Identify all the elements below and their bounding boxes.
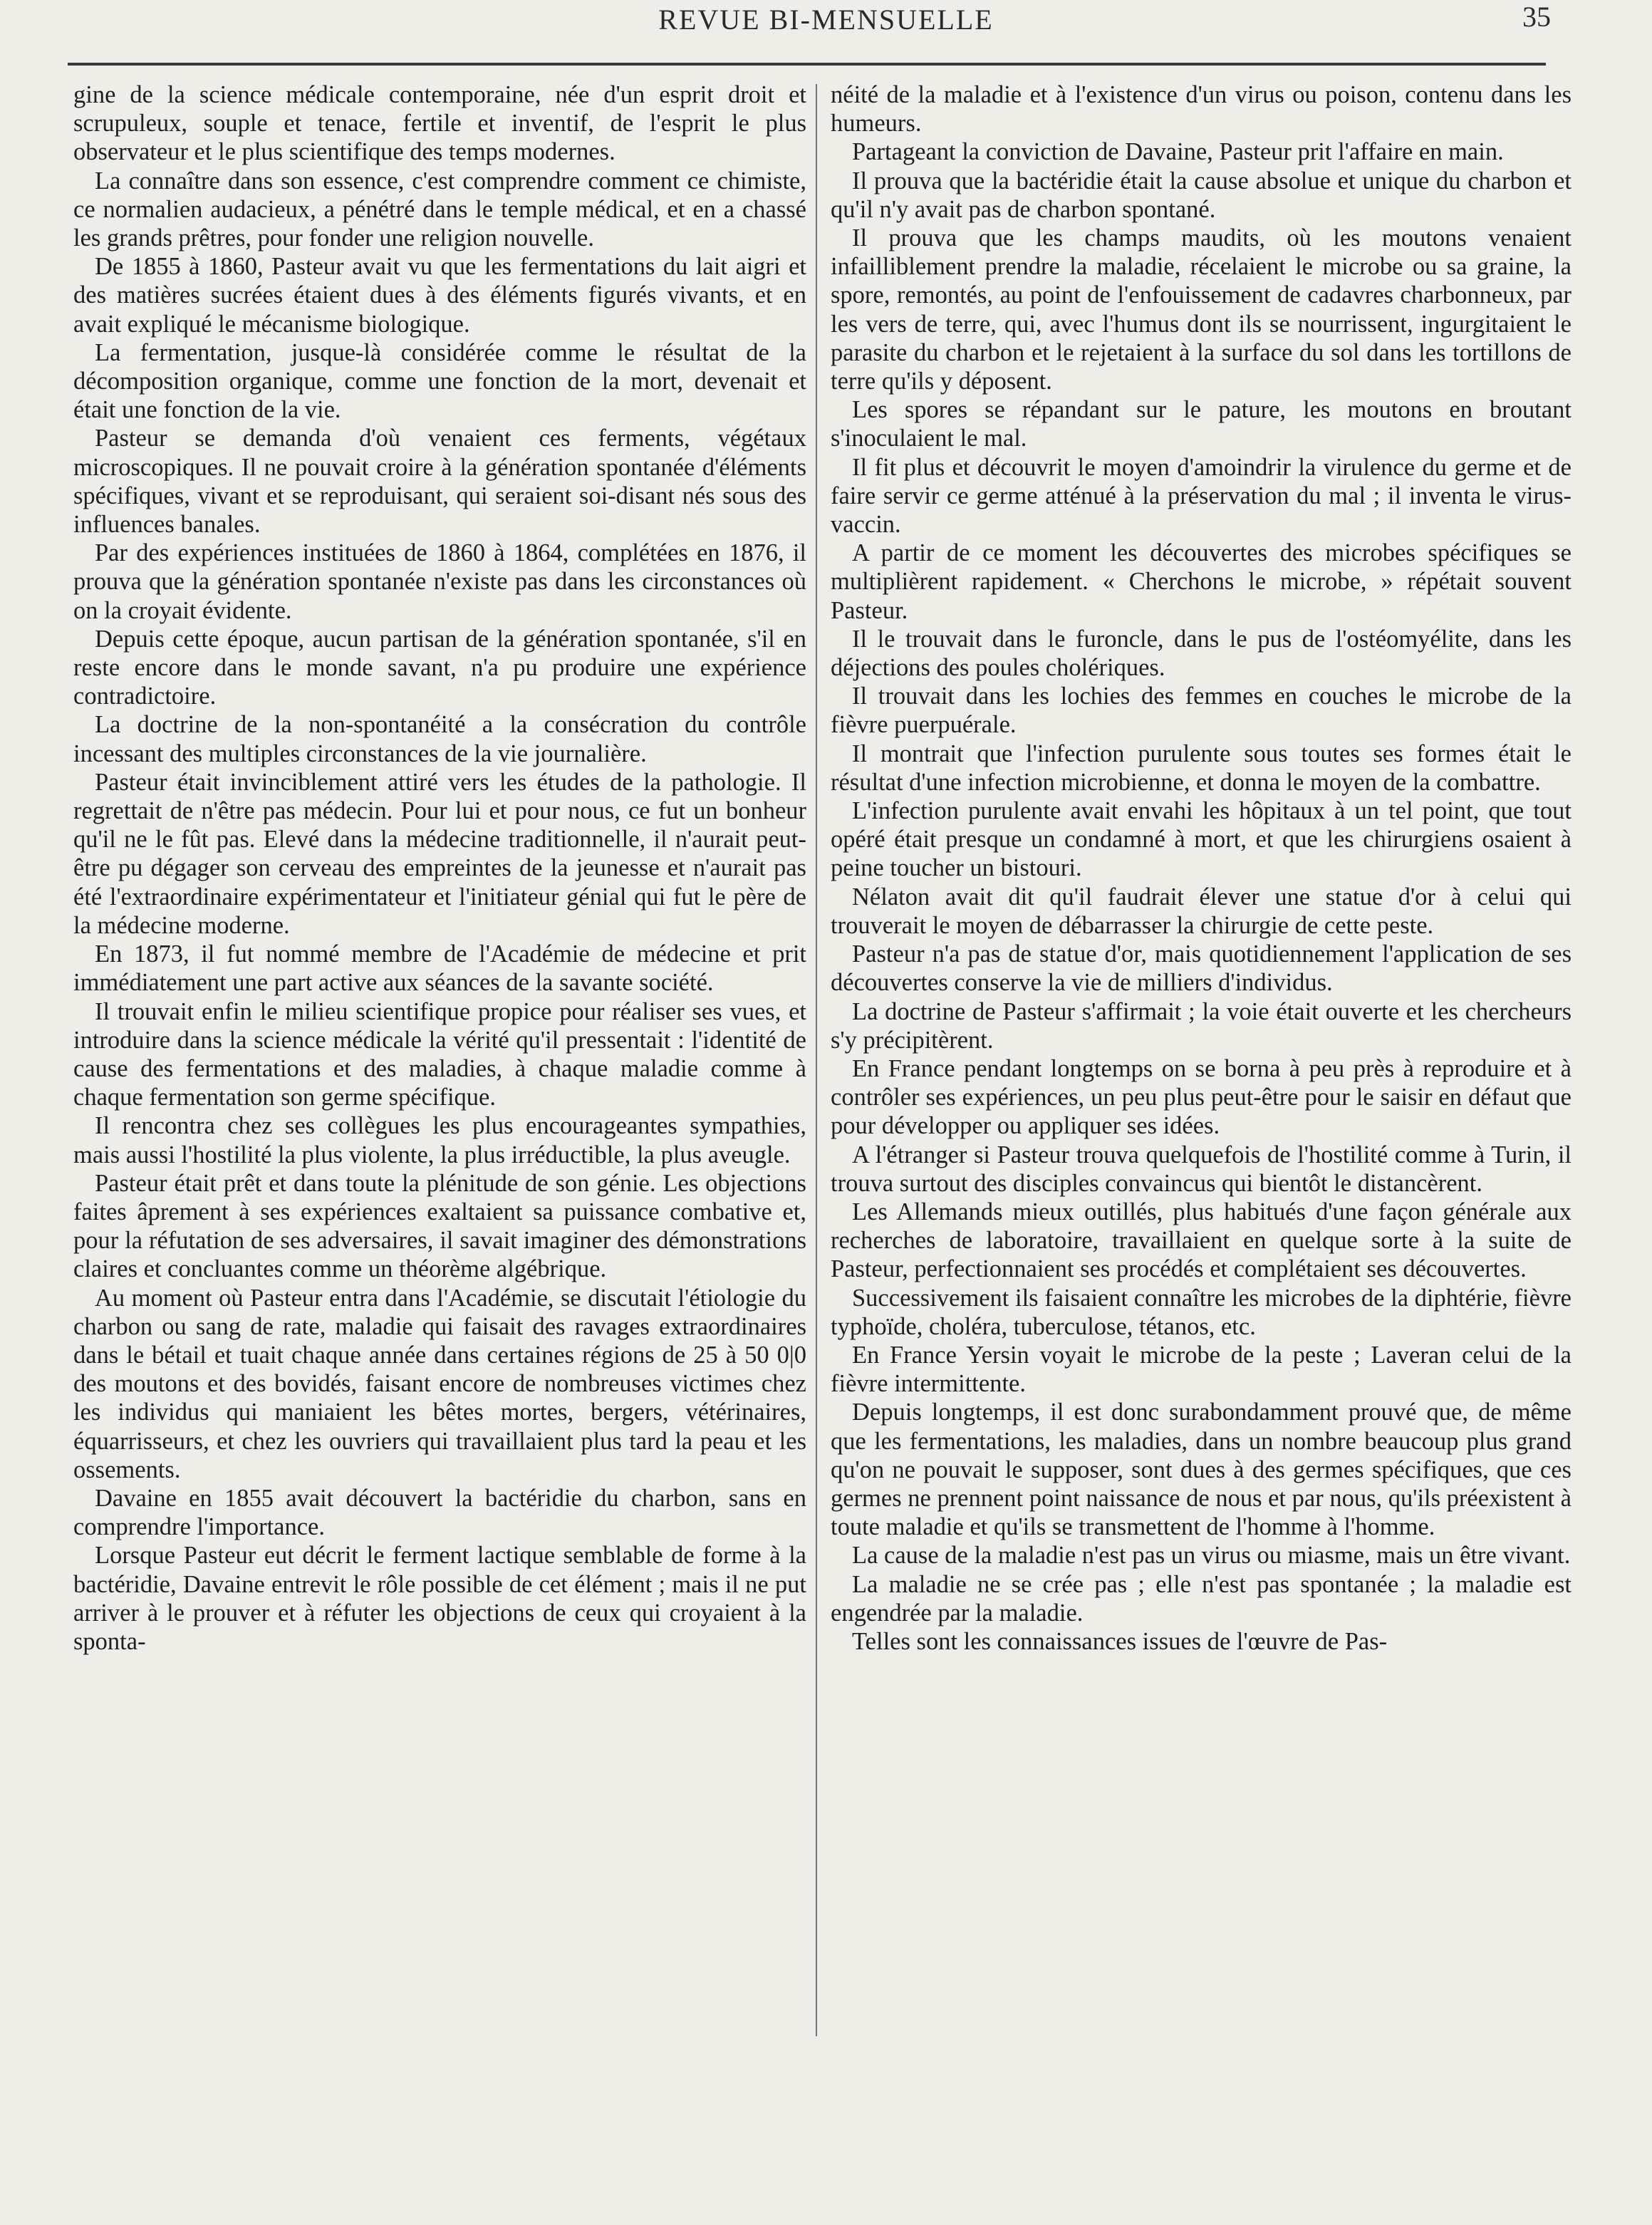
running-head: REVUE BI-MENSUELLE bbox=[658, 4, 994, 36]
paragraph: Lorsque Pasteur eut décrit le ferment lactique semblable de forme à la bactéridie, Davaine entrevit le rôle possible de cet élément ; mais il ne put arriver à le prouver et à réfuter les objections de ceux qui croyaient à la sponta- bbox=[73, 1542, 806, 1655]
paragraph: Les Allemands mieux outillés, plus habitués d'une façon générale aux recherches de laboratoire, travaillaient en quelque sorte à la suite de Pasteur, perfectionnaient ses procédés et complétaient ses découvertes. bbox=[831, 1198, 1572, 1283]
paragraph: Il rencontra chez ses collègues les plus encourageantes sympathies, mais aussi l'hostilité la plus violente, la plus irréductible, la plus aveugle. bbox=[73, 1112, 806, 1168]
paragraph: Par des expériences instituées de 1860 à 1864, complétées en 1876, il prouva que la génération spontanée n'existe pas dans les circonstances où on la croyait évidente. bbox=[73, 539, 806, 624]
paragraph: La connaître dans son essence, c'est comprendre comment ce chimiste, ce normalien audacieux, a pénétré dans le temple médical, et en a chassé les grands prêtres, pour fonder une religion nouvelle. bbox=[73, 167, 806, 252]
left-column bbox=[73, 81, 806, 1656]
page-number: 35 bbox=[1522, 1, 1551, 33]
paragraph: La fermentation, jusque-là considérée comme le résultat de la décomposition organique, comme une fonction de la mort, devenait et était une fonction de la vie. bbox=[73, 338, 806, 424]
paragraph: En France pendant longtemps on se borna à peu près à reproduire et à contrôler ses expériences, un peu plus peut-être pour le saisir en défaut que pour développer ou appliquer ses idées. bbox=[831, 1054, 1572, 1140]
paragraph: En France Yersin voyait le microbe de la peste ; Laveran celui de la fièvre intermittente. bbox=[831, 1341, 1572, 1398]
right-column bbox=[831, 81, 1572, 1656]
paragraph: La cause de la maladie n'est pas un virus ou miasme, mais un être vivant. bbox=[852, 1542, 1571, 1570]
paragraph: La maladie ne se crée pas ; elle n'est pas spontanée ; la maladie est engendrée par la maladie. bbox=[831, 1570, 1572, 1627]
paragraph: Il le trouvait dans le furoncle, dans le pus de l'ostéomyélite, dans les déjections des poules cholériques. bbox=[831, 625, 1572, 682]
paragraph: gine de la science médicale contemporaine, née d'un esprit droit et scrupuleux, souple et tenace, fertile et inventif, de l'esprit le plus observateur et le plus scientifique des temps modernes. bbox=[73, 81, 806, 166]
paragraph: Successivement ils faisaient connaître les microbes de la diphtérie, fièvre typhoïde, choléra, tuberculose, tétanos, etc. bbox=[831, 1284, 1572, 1340]
paragraph: Il trouvait dans les lochies des femmes en couches le microbe de la fièvre puerpuérale. bbox=[831, 683, 1572, 739]
paragraph: Pasteur n'a pas de statue d'or, mais quotidiennement l'application de ses découvertes conserve la vie de milliers d'individus. bbox=[831, 940, 1572, 997]
paragraph: Partageant la conviction de Davaine, Pasteur prit l'affaire en main. bbox=[852, 138, 1504, 166]
paragraph: Il fit plus et découvrit le moyen d'amoindrir la virulence du germe et de faire servir ce germe atténué à la préservation du mal ; il inventa le virus-vaccin. bbox=[831, 453, 1572, 539]
paragraph: En 1873, il fut nommé membre de l'Académie de médecine et prit immédiatement une part active aux séances de la savante société. bbox=[73, 940, 806, 997]
paragraph: Au moment où Pasteur entra dans l'Académie, se discutait l'étiologie du charbon ou sang de rate, maladie qui faisait des ravages extraordinaires dans le bétail et tuait chaque année dans certaines régions de 25 à 50 0|0 des moutons et des bovidés, faisant encore de nombreuses victimes chez les individus qui maniaient les bêtes mortes, bergers, vétérinaires, équarrisseurs, et chez les ouvriers qui travaillaient plus tard la peau et les ossements. bbox=[73, 1284, 806, 1483]
paragraph: Telles sont les connaissances issues de l'œuvre de Pas- bbox=[852, 1627, 1388, 1655]
paragraph: Pasteur se demanda d'où venaient ces ferments, végétaux microscopiques. Il ne pouvait croire à la génération spontanée d'éléments spécifiques, vivant et se reproduisant, qui seraient soi-disant nés sous des influences banales. bbox=[73, 425, 806, 539]
paragraph: Pasteur était prêt et dans toute la plénitude de son génie. Les objections faites âprement à ses expériences exaltaient sa puissance combative et, pour la réfutation de ses adversaires, il savait imaginer des démonstrations claires et concluantes comme un théorème algébrique. bbox=[73, 1169, 806, 1283]
paragraph: néité de la maladie et à l'existence d'un virus ou poison, contenu dans les humeurs. bbox=[831, 81, 1572, 138]
paragraph: A partir de ce moment les découvertes des microbes spécifiques se multiplièrent rapidement. « Cherchons le microbe, » répétait souvent Pasteur. bbox=[831, 539, 1572, 624]
header-rule bbox=[68, 63, 1546, 66]
paragraph: A l'étranger si Pasteur trouva quelquefois de l'hostilité comme à Turin, il trouva surtout des disciples convaincus qui bientôt le distancèrent. bbox=[831, 1141, 1572, 1197]
paragraph: De 1855 à 1860, Pasteur avait vu que les fermentations du lait aigri et des matières sucrées étaient dues à des éléments figurés vivants, et en avait expliqué le mécanisme biologique. bbox=[73, 253, 806, 338]
column-divider bbox=[816, 84, 817, 2036]
paragraph: Pasteur était invinciblement attiré vers les études de la pathologie. Il regrettait de n'être pas médecin. Pour lui et pour nous, ce fut un bonheur qu'il ne le fût pas. Elevé dans la médecine traditionnelle, il n'aurait peut-être pu dégager son cerveau des empreintes de la jeunesse et n'aurait pas été l'extraordinaire expérimentateur et l'initiateur génial qui fut le père de la médecine moderne. bbox=[73, 768, 806, 939]
paragraph: Il montrait que l'infection purulente sous toutes ses formes était le résultat d'une infection microbienne, et donna le moyen de la combattre. bbox=[831, 740, 1572, 796]
paragraph: Il prouva que la bactéridie était la cause absolue et unique du charbon et qu'il n'y avait pas de charbon spontané. bbox=[831, 167, 1572, 223]
paragraph: L'infection purulente avait envahi les hôpitaux à un tel point, que tout opéré était presque un condamné à mort, et que les chirurgiens osaient à peine toucher un bistouri. bbox=[831, 797, 1572, 882]
paragraph: Il prouva que les champs maudits, où les moutons venaient infailliblement prendre la maladie, récelaient le microbe ou sa graine, la spore, remontés, au point de l'enfouissement de cadavres charbonneux, par les vers de terre, qui, avec l'humus dont ils se nourrissent, ingurgitaient le parasite du charbon et le rejetaient à la surface du sol dans les tortillons de terre qu'ils y déposent. bbox=[831, 224, 1572, 395]
paragraph: Les spores se répandant sur le pature, les moutons en broutant s'inoculaient le mal. bbox=[831, 396, 1572, 452]
paragraph: Il trouvait enfin le milieu scientifique propice pour réaliser ses vues, et introduire dans la science médicale la vérité qu'il pressentait : l'identité de cause des fermentations et des maladies, à chaque maladie comme à chaque fermentation son germe spécifique. bbox=[73, 997, 806, 1111]
paragraph: La doctrine de la non-spontanéité a la consécration du contrôle incessant des multiples circonstances de la vie journalière. bbox=[73, 711, 806, 767]
paragraph: La doctrine de Pasteur s'affirmait ; la voie était ouverte et les chercheurs s'y précipitèrent. bbox=[831, 997, 1572, 1054]
paragraph: Depuis longtemps, il est donc surabondamment prouvé que, de même que les fermentations, les maladies, dans un nombre beaucoup plus grand qu'on ne pouvait le supposer, sont dues à des germes spécifiques, que ces germes ne prennent point naissance de nous et par nous, qu'ils préexistent à toute maladie et qu'ils se transmettent de l'homme à l'homme. bbox=[831, 1399, 1572, 1541]
paragraph: Nélaton avait dit qu'il faudrait élever une statue d'or à celui qui trouverait le moyen de débarrasser la chirurgie de cette peste. bbox=[831, 883, 1572, 939]
paragraph: Depuis cette époque, aucun partisan de la génération spontanée, s'il en reste encore dans le monde savant, n'a pu produire une expérience contradictoire. bbox=[73, 625, 806, 710]
paragraph: Davaine en 1855 avait découvert la bactéridie du charbon, sans en comprendre l'importance. bbox=[73, 1484, 806, 1541]
